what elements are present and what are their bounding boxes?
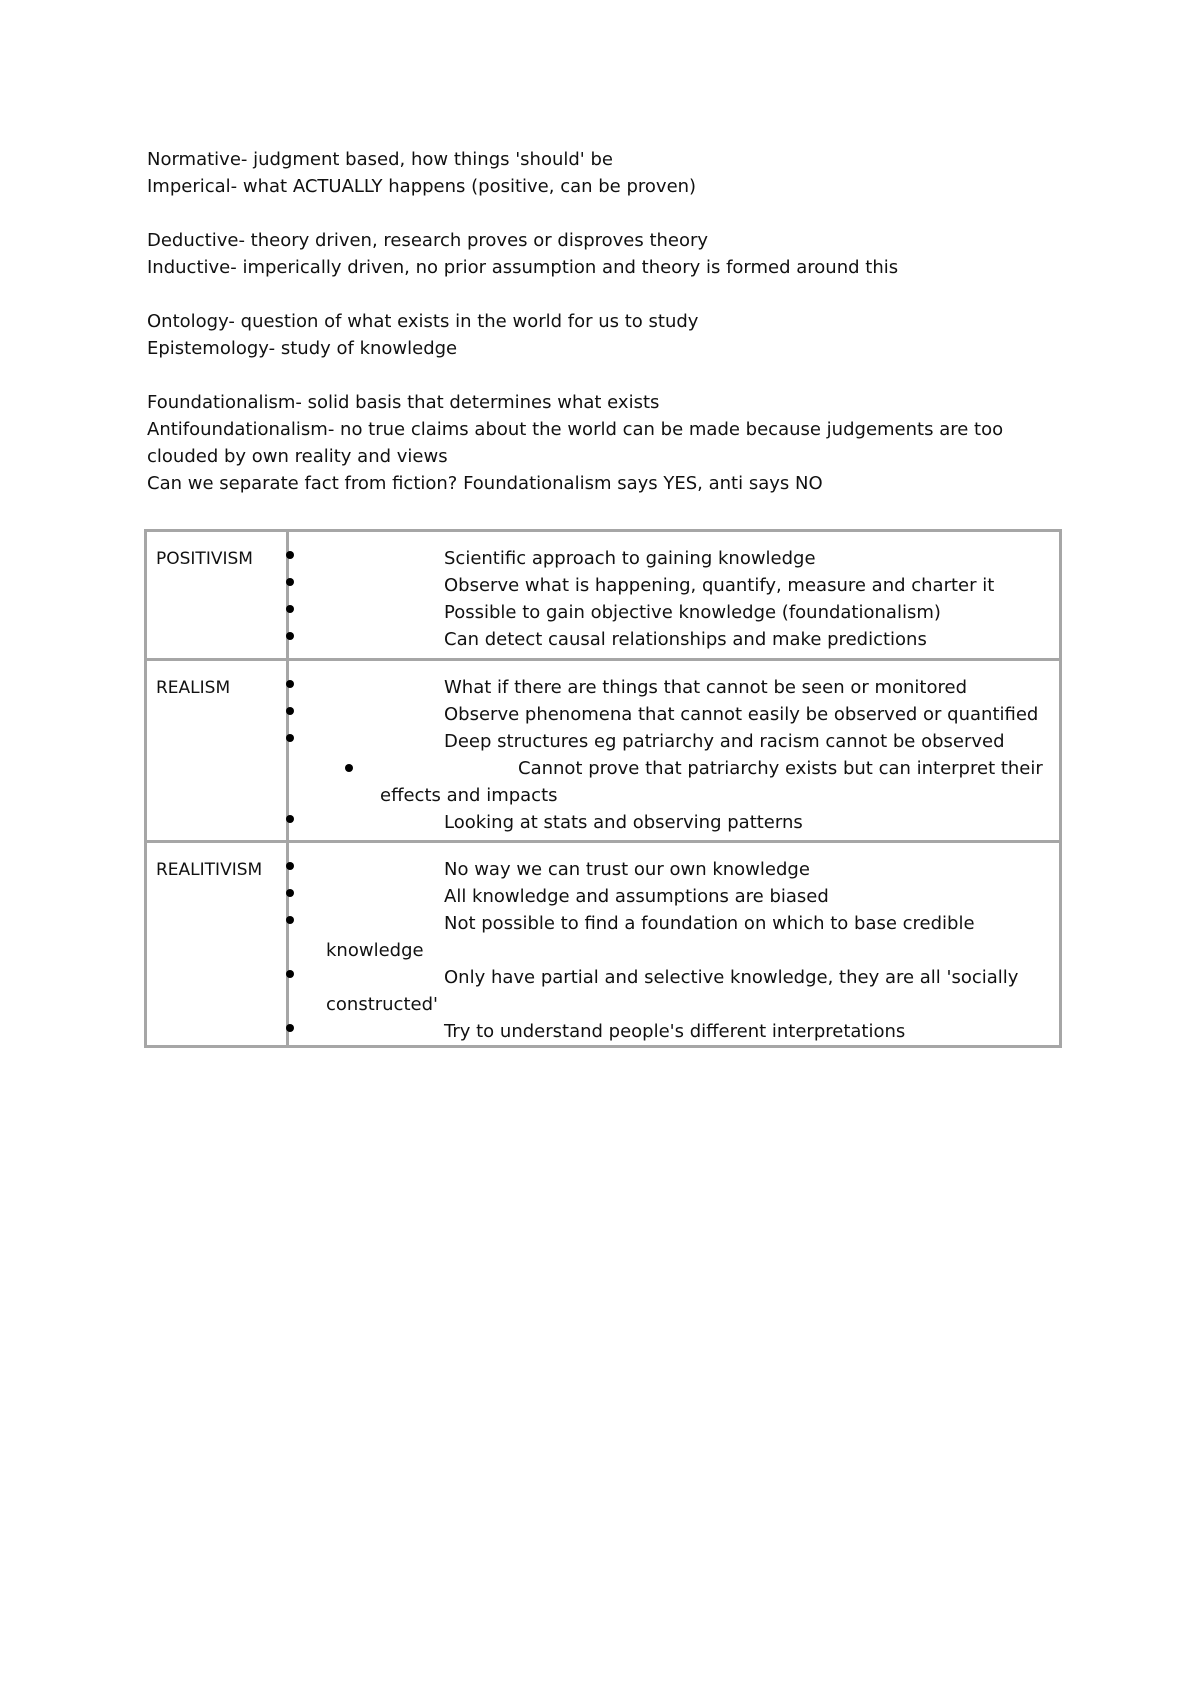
note-line: Normative- judgment based, how things 'should' be — [147, 149, 613, 170]
bullet-continuation: knowledge — [326, 940, 424, 961]
row-bullets — [289, 661, 1059, 840]
bullet-continuation: effects and impacts — [380, 785, 558, 806]
bullet-text: Observe what is happening, quantify, measure and charter it — [444, 575, 995, 596]
intro-notes — [147, 146, 1047, 497]
bullet-dot-icon — [345, 764, 353, 772]
bullet-dot-icon — [286, 889, 294, 897]
notes-group-foundationalism — [147, 389, 1047, 497]
bullet-item — [289, 728, 1059, 755]
bullet-text: Scientific approach to gaining knowledge — [444, 548, 816, 569]
notes-group-normative — [147, 146, 1047, 200]
bullet-item — [289, 599, 1059, 626]
bullet-text: What if there are things that cannot be seen or monitored — [444, 677, 968, 698]
bullet-continuation: constructed' — [326, 994, 438, 1015]
bullet-item — [289, 964, 1059, 991]
bullet-text: No way we can trust our own knowledge — [444, 859, 810, 880]
note-line: Imperical- what ACTUALLY happens (positive, can be proven) — [147, 176, 697, 197]
bullet-item — [289, 701, 1059, 728]
bullet-text: Cannot prove that patriarchy exists but can interpret their — [518, 758, 1043, 779]
bullet-dot-icon — [286, 605, 294, 613]
bullet-item — [289, 674, 1059, 701]
note-line: Can we separate fact from fiction? Foundationalism says YES, anti says NO — [147, 473, 823, 494]
bullet-dot-icon — [286, 578, 294, 586]
bullet-item — [289, 883, 1059, 910]
notes-group-ontology — [147, 308, 1047, 362]
note-line: Deductive- theory driven, research proves or disproves theory — [147, 230, 709, 251]
bullet-dot-icon — [286, 970, 294, 978]
note-line: Epistemology- study of knowledge — [147, 338, 458, 359]
table-row-realitivism — [147, 840, 1059, 1045]
bullet-item — [289, 809, 1059, 836]
bullet-dot-icon — [286, 707, 294, 715]
theories-table — [144, 529, 1062, 1048]
bullet-dot-icon — [286, 815, 294, 823]
bullet-text: Possible to gain objective knowledge (foundationalism) — [444, 602, 941, 623]
notes-group-deductive — [147, 227, 1047, 281]
bullet-dot-icon — [286, 632, 294, 640]
note-line: clouded by own reality and views — [147, 446, 448, 467]
bullet-text: All knowledge and assumptions are biased — [444, 886, 829, 907]
bullet-item — [289, 856, 1059, 883]
bullet-item — [289, 626, 1059, 653]
row-label: REALISM — [147, 661, 289, 840]
bullet-dot-icon — [286, 680, 294, 688]
row-bullets — [289, 843, 1059, 1045]
bullet-dot-icon — [286, 551, 294, 559]
row-bullets — [289, 532, 1059, 658]
bullet-item — [289, 572, 1059, 599]
note-line: Inductive- imperically driven, no prior assumption and theory is formed around this — [147, 257, 899, 278]
bullet-text: Try to understand people's different interpretations — [444, 1021, 906, 1042]
row-label: POSITIVISM — [147, 532, 289, 658]
table-row-positivism — [147, 532, 1059, 658]
sub-bullet-item — [289, 755, 1059, 782]
bullet-dot-icon — [286, 862, 294, 870]
note-line: Ontology- question of what exists in the world for us to study — [147, 311, 699, 332]
bullet-text: Observe phenomena that cannot easily be observed or quantified — [444, 704, 1039, 725]
bullet-dot-icon — [286, 734, 294, 742]
note-line: Foundationalism- solid basis that determines what exists — [147, 392, 660, 413]
bullet-item — [289, 1018, 1059, 1045]
bullet-text: Looking at stats and observing patterns — [444, 812, 803, 833]
bullet-text: Not possible to find a foundation on which to base credible — [444, 913, 975, 934]
bullet-item — [289, 545, 1059, 572]
bullet-text: Can detect causal relationships and make predictions — [444, 629, 927, 650]
bullet-item — [289, 910, 1059, 937]
table-row-realism — [147, 658, 1059, 840]
row-label: REALITIVISM — [147, 843, 289, 1045]
bullet-dot-icon — [286, 916, 294, 924]
bullet-text: Only have partial and selective knowledge, they are all 'socially — [444, 967, 1019, 988]
bullet-dot-icon — [286, 1024, 294, 1032]
note-line: Antifoundationalism- no true claims about the world can be made because judgements are too — [147, 419, 1004, 440]
bullet-text: Deep structures eg patriarchy and racism cannot be observed — [444, 731, 1005, 752]
